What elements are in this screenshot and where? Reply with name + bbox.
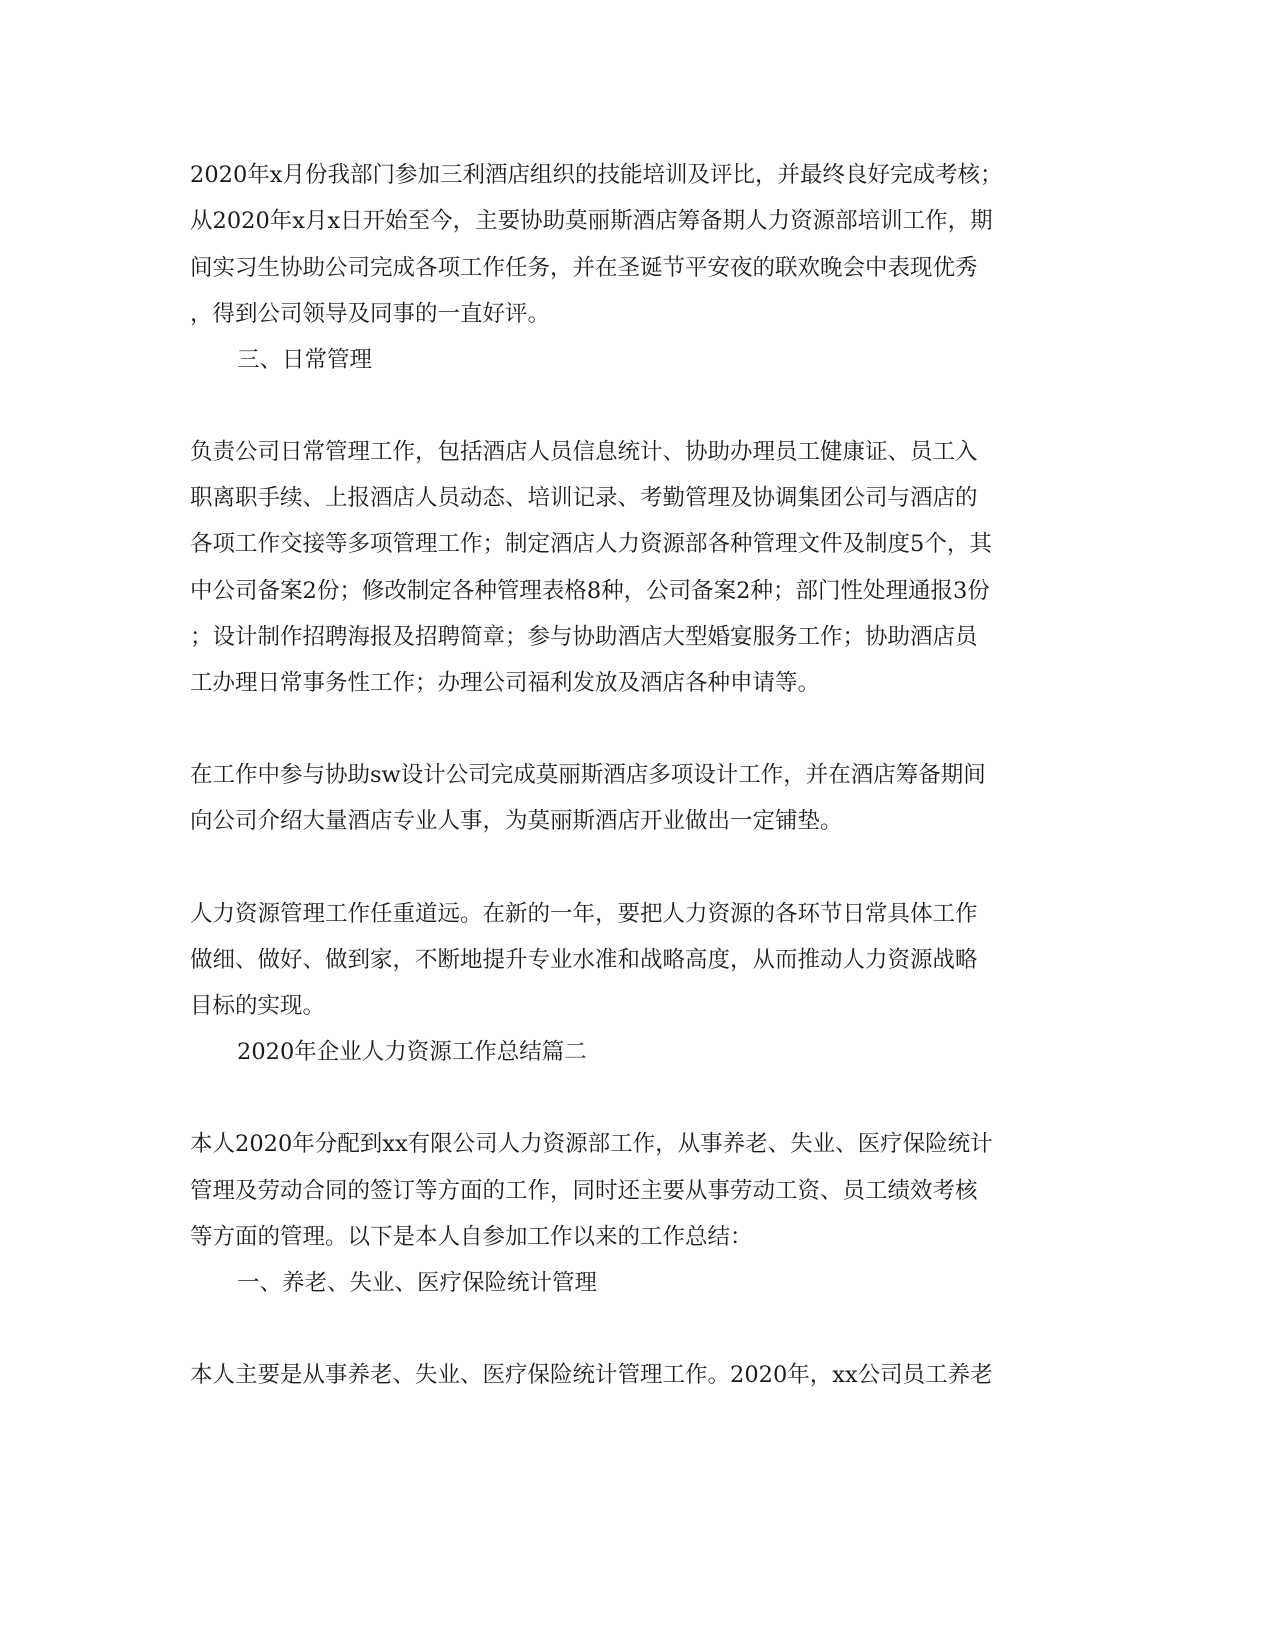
paragraph-line: 间实习生协助公司完成各项工作任务，并在圣诞节平安夜的联欢晚会中表现优秀	[190, 255, 978, 281]
paragraph-line: 负责公司日常管理工作，包括酒店人员信息统计、协助办理员工健康证、员工入	[190, 439, 978, 465]
paragraph-line: 在工作中参与协助sw设计公司完成莫丽斯酒店多项设计工作，并在酒店筹备期间	[190, 762, 986, 788]
paragraph-line: 向公司介绍大量酒店专业人事，为莫丽斯酒店开业做出一定铺垫。	[190, 808, 843, 834]
paragraph-line: 做细、做好、做到家，不断地提升专业水准和战略高度，从而推动人力资源战略	[190, 947, 978, 973]
paragraph-line: ，得到公司领导及同事的一直好评。	[190, 301, 551, 327]
paragraph-line: 人力资源管理工作任重道远。在新的一年，要把人力资源的各环节日常具体工作	[190, 901, 978, 927]
paragraph-line: 中公司备案2份；修改制定各种管理表格8种，公司备案2种；部门性处理通报3份	[190, 578, 990, 604]
section-heading: 三、日常管理	[237, 347, 373, 373]
paragraph-line: 工办理日常事务性工作；办理公司福利发放及酒店各种申请等。	[190, 670, 821, 696]
paragraph-line: 本人2020年分配到xx有限公司人力资源部工作，从事养老、失业、医疗保险统计	[190, 1131, 993, 1157]
paragraph-line: 2020年x月份我部门参加三利酒店组织的技能培训及评比，并最终良好完成考核；	[190, 162, 1003, 188]
paragraph-line: 本人主要是从事养老、失业、医疗保险统计管理工作。2020年，xx公司员工养老	[190, 1362, 993, 1388]
paragraph-line: ；设计制作招聘海报及招聘简章；参与协助酒店大型婚宴服务工作；协助酒店员	[190, 624, 978, 650]
paragraph-line: 职离职手续、上报酒店人员动态、培训记录、考勤管理及协调集团公司与酒店的	[190, 485, 978, 511]
section-title: 2020年企业人力资源工作总结篇二	[237, 1039, 587, 1065]
section-heading: 一、养老、失业、医疗保险统计管理	[237, 1270, 598, 1296]
paragraph-line: 等方面的管理。以下是本人自参加工作以来的工作总结：	[190, 1224, 753, 1250]
paragraph-line: 各项工作交接等多项管理工作；制定酒店人力资源部各种管理文件及制度5个，其	[190, 531, 992, 557]
paragraph-line: 从2020年x月x日开始至今，主要协助莫丽斯酒店筹备期人力资源部培训工作，期	[190, 208, 993, 234]
paragraph-line: 管理及劳动合同的签订等方面的工作，同时还主要从事劳动工资、员工绩效考核	[190, 1178, 978, 1204]
paragraph-line: 目标的实现。	[190, 993, 326, 1019]
